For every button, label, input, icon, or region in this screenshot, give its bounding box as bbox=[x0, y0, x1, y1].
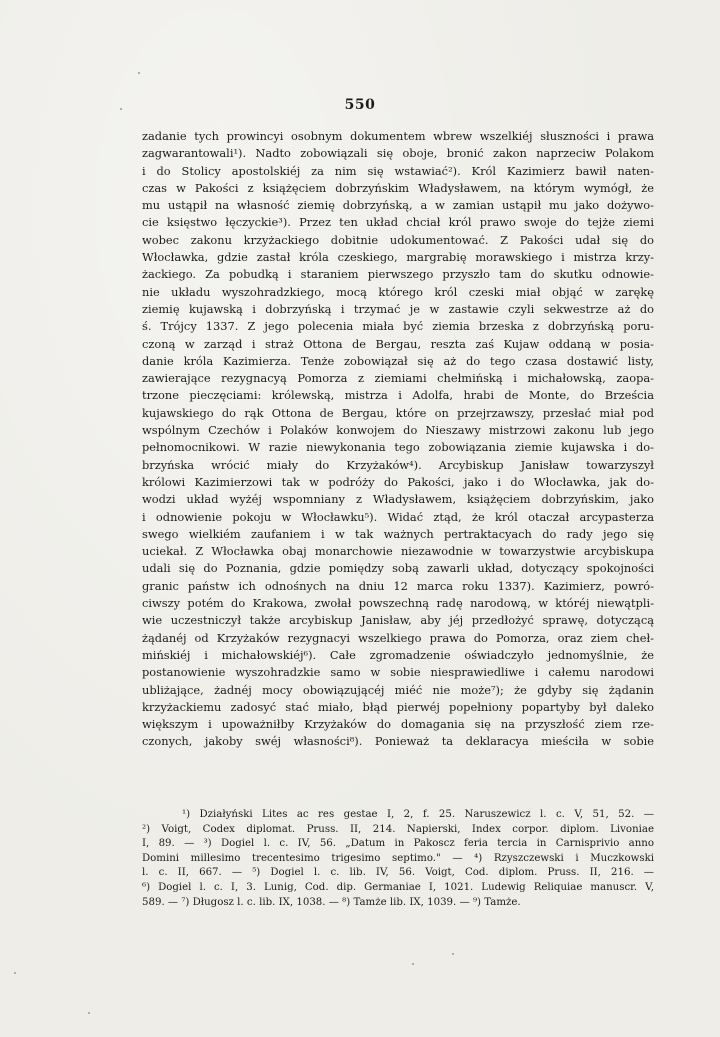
page-number: 550 bbox=[344, 97, 376, 113]
text-line: wodzi układ wyżéj wspomniany z Władysławem, książęciem dobrzyńskim, jako bbox=[142, 492, 654, 507]
text-line: danie króla Kazimierza. Tenże zobowiązał się aż do tego czasa dostawić listy, bbox=[142, 353, 654, 368]
body-text bbox=[142, 128, 654, 751]
text-line: uciekał. Z Włocławka obaj monarchowie niezawodnie w towarzystwie arcybiskupa bbox=[142, 544, 654, 559]
text-line: i do Stolicy apostolskiéj za nim się wstawiać²). Król Kazimierz bawił naten- bbox=[142, 163, 654, 178]
text-line: cie księstwo łęczyckie³). Przez ten układ chciał król prawo swoje do tejże ziemi bbox=[142, 215, 654, 230]
scan-speck bbox=[452, 953, 454, 955]
text-line: swego wielkiém zaufaniem i w tak ważnych pertraktacyach do rady jego się bbox=[142, 526, 654, 541]
text-line: postanowienie wyszohradzkie samo w sobie niesprawiedliwe i całemu narodowi bbox=[142, 665, 654, 680]
text-line: mińskiéj i michałowskiéj⁶). Całe zgromadzenie oświadczyło jednomyślnie, że bbox=[142, 647, 654, 662]
text-line: czas w Pakości z książęciem dobrzyńskim Władysławem, na którym wymógł, że bbox=[142, 180, 654, 195]
footnote-line: 589. — ⁷) Długosz l. c. lib. IX, 1038. — ⁸) Tamże lib. IX, 1039. — ⁹) Tamże. bbox=[142, 896, 521, 908]
text-line: zadanie tych prowincyi osobnym dokumentem wbrew wszelkiéj słuszności i prawa bbox=[142, 129, 654, 143]
footnote-line: ²) Voigt, Codex diplomat. Pruss. II, 214. Napierski, Index corpor. diplom. Livoniae bbox=[142, 823, 654, 835]
text-line: zagwarantowali¹). Nadto zobowiązali się oboje, bronić zakon naprzeciw Polakom bbox=[142, 146, 654, 161]
text-line: udali się do Poznania, gdzie pomiędzy sobą zawarli układ, dotyczący spokojności bbox=[142, 561, 654, 576]
text-line: pełnomocnikowi. W razie niewykonania tego zobowiązania ziemie kujawska i do- bbox=[142, 440, 654, 455]
text-line: ś. Trójcy 1337. Z jego polecenia miała być ziemia brzeska z dobrzyńską poru- bbox=[142, 319, 654, 334]
text-line: Włocławka, gdzie zastał króla czeskiego, margrabię morawskiego i mistrza krzy- bbox=[142, 250, 654, 265]
text-line: mu ustąpił na własność ziemię dobrzyńską, a w zamian ustąpił mu jako dożywo- bbox=[142, 198, 654, 213]
footnote-line: I, 89. — ³) Dogiel l. c. IV, 56. „Datum in Pakoscz feria tercia in Carnisprivio anno bbox=[142, 838, 654, 850]
text-line: zawierające rezygnacyą Pomorza z ziemiami chełmińską i michałowską, zaopa- bbox=[142, 371, 654, 386]
scan-speck bbox=[88, 1012, 90, 1014]
text-line: żackiego. Za pobudką i staraniem pierwszego przyszło tam do skutku odnowie- bbox=[142, 267, 654, 282]
text-line: trzone pieczęciami: królewską, mistrza i Adolfa, hrabi de Monte, do Brześcia bbox=[142, 388, 654, 403]
text-line: czonych, jakoby swéj własności⁸). Ponieważ ta deklaracya mieściła w sobie bbox=[142, 734, 654, 749]
text-line: granic państw ich odnośnych na dniu 12 marca roku 1337). Kazimierz, powró- bbox=[142, 578, 654, 593]
text-line: krzyżackiemu zadosyć stać miało, błąd pierwéj popełniony popartyby był daleko bbox=[142, 699, 654, 714]
text-line: kujawskiego do rąk Ottona de Bergau, które on przejrzawszy, przesłać miał pod bbox=[142, 405, 654, 420]
footnote-line: Domini millesimo trecentesimo trigesimo septimo." — ⁴) Rzyszczewski i Muczkowski bbox=[142, 852, 654, 864]
text-line: ciwszy potém do Krakowa, zwołał powszechną radę narodową, w któréj niewątpli- bbox=[142, 596, 654, 611]
scan-speck bbox=[138, 72, 140, 74]
footnote-line: ¹) Działyński Lites ac res gestae I, 2, f. 25. Naruszewicz l. c. V, 51, 52. — bbox=[182, 809, 654, 820]
text-line: wie uczestniczył także arcybiskup Janisław, aby jéj przedłożyć sprawę, dotyczącą bbox=[142, 613, 654, 628]
scan-speck bbox=[120, 108, 122, 110]
text-line: ziemię kujawską i dobrzyńską i trzymać je w zastawie czyli sekwestrze aż do bbox=[142, 301, 654, 316]
text-line: wobec zakonu krzyżackiego dobitnie udokumentować. Z Pakości udał się do bbox=[142, 232, 654, 247]
text-line: większym i upoważniłby Krzyżaków do domagania się na przyszłość ziem rze- bbox=[142, 717, 654, 732]
text-line: wspólnym Czechów i Polaków konwojem do Nieszawy mistrzowi zakonu lub jego bbox=[142, 423, 654, 438]
footnote-line: l. c. II, 667. — ⁵) Dogiel l. c. lib. IV, 56. Voigt, Cod. diplom. Pruss. II, 216. — bbox=[142, 867, 654, 879]
text-line: ubliżające, żadnéj mocy obowiązującéj miéć nie może⁷); że gdyby się żądanin bbox=[142, 682, 654, 697]
text-line: nie układu wyszohradzkiego, mocą którego król czeski miał objąć w zarękę bbox=[142, 284, 654, 299]
text-line: brzyńska wrócić miały do Krzyżaków⁴). Arcybiskup Janisław towarzyszył bbox=[142, 457, 654, 472]
text-line: żądanéj od Krzyżaków rezygnacyi wszelkiego prawa do Pomorza, oraz ziem cheł- bbox=[142, 630, 654, 645]
footnotes bbox=[142, 808, 654, 910]
footnote-line: ⁶) Dogiel l. c. I, 3. Lunig, Cod. dip. Germaniae I, 1021. Ludewig Reliquiae manuscr. V, bbox=[142, 881, 654, 893]
text-line: i odnowienie pokoju w Włocławku⁵). Widać ztąd, że król otaczał arcypasterza bbox=[142, 509, 654, 524]
scan-speck bbox=[14, 972, 16, 974]
text-line: królowi Kazimierzowi tak w podróży do Pakości, jako i do Włocławka, jak do- bbox=[142, 474, 654, 489]
text-line: czoną w zarząd i straż Ottona de Bergau, reszta zaś Kujaw oddaną w posia- bbox=[142, 336, 654, 351]
scan-speck bbox=[412, 963, 414, 965]
